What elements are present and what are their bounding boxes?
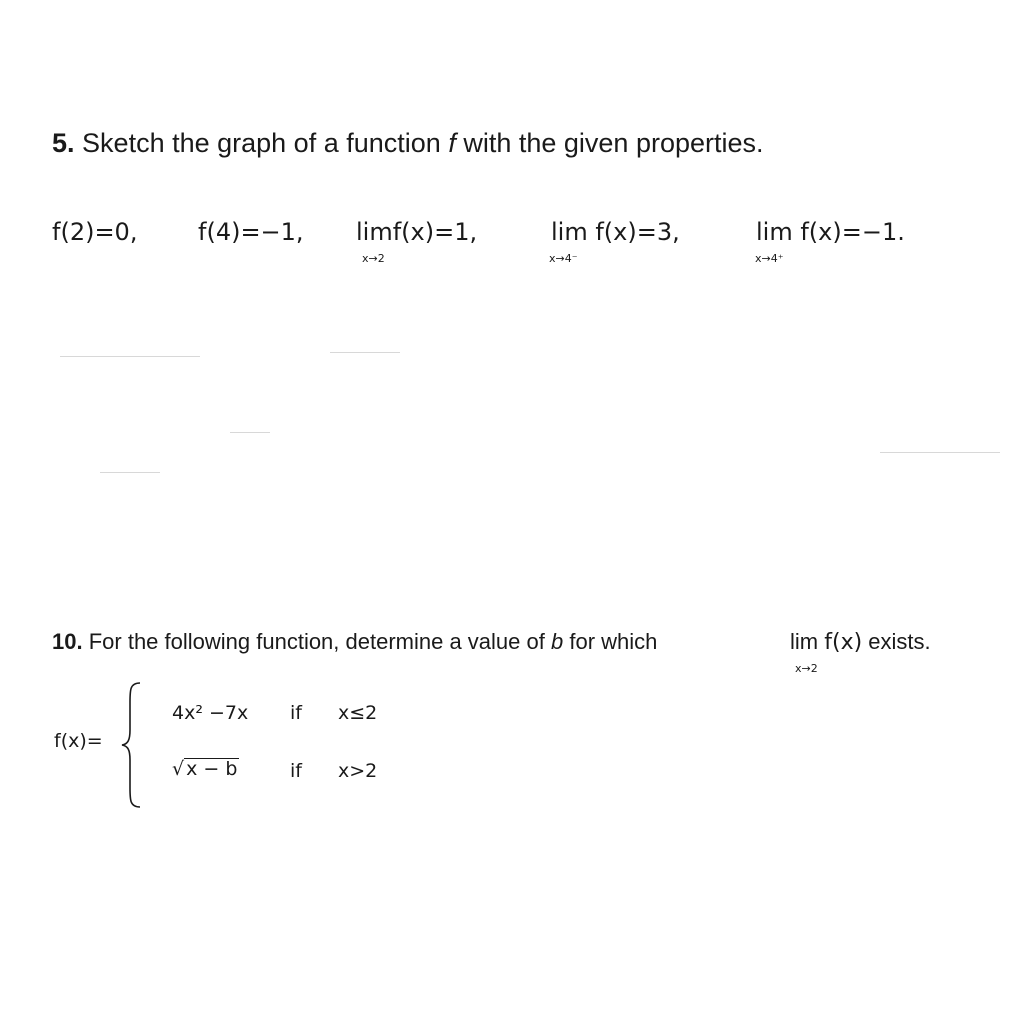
limit-2	[551, 218, 680, 246]
condition-f4: f(4)=−1,	[198, 218, 304, 246]
problem-5-func: f	[448, 128, 456, 158]
piece-2-condition: x>2	[338, 760, 378, 782]
scan-artifact	[100, 472, 160, 473]
scan-artifact	[880, 452, 1000, 453]
problem-10-limit-expr: f(x)	[824, 630, 863, 655]
scan-artifact	[330, 352, 400, 353]
problem-10-limit-op: lim	[790, 629, 819, 654]
scan-artifact	[60, 356, 200, 357]
problem-5-text: Sketch the graph of a function	[82, 128, 441, 158]
problem-10-text3: exists.	[868, 629, 931, 654]
problem-10-b: b	[551, 629, 564, 654]
limit-1-expr: f(x)=1,	[392, 218, 478, 246]
limit-1	[356, 218, 477, 246]
problem-10-limit-subscript: x→2	[795, 662, 818, 675]
piece-2-expr-wrap	[172, 758, 239, 780]
piece-2-expr: x − b	[186, 758, 238, 780]
problem-10-limit	[790, 629, 931, 655]
left-brace	[118, 680, 148, 810]
limit-1-op: lim	[356, 218, 393, 246]
piecewise-lhs: f(x)=	[54, 730, 103, 752]
problem-10-number: 10.	[52, 629, 83, 654]
problem-5-heading	[52, 128, 764, 159]
problem-10-statement	[52, 629, 657, 655]
limit-1-subscript: x→2	[362, 252, 385, 265]
piece-1-if: if	[290, 702, 302, 724]
piece-1-expr: 4x² −7x	[172, 702, 249, 724]
limit-3-expr: f(x)=−1.	[800, 218, 905, 246]
problem-5-text-rest: with the given properties.	[463, 128, 764, 158]
limit-2-expr: f(x)=3,	[595, 218, 680, 246]
piece-2-if: if	[290, 760, 302, 782]
problem-10-text: For the following function, determine a value of	[88, 629, 545, 654]
piece-1-condition: x≤2	[338, 702, 378, 724]
limit-2-subscript: x→4⁻	[549, 252, 578, 265]
limit-2-op: lim	[551, 218, 588, 246]
condition-f2: f(2)=0,	[52, 218, 138, 246]
problem-10-text2: for which	[569, 629, 658, 654]
scan-artifact	[230, 432, 270, 433]
sqrt-icon: √	[172, 758, 185, 780]
problem-5-number: 5.	[52, 128, 75, 158]
limit-3-subscript: x→4⁺	[755, 252, 784, 265]
limit-3-op: lim	[756, 218, 793, 246]
limit-3	[756, 218, 905, 246]
